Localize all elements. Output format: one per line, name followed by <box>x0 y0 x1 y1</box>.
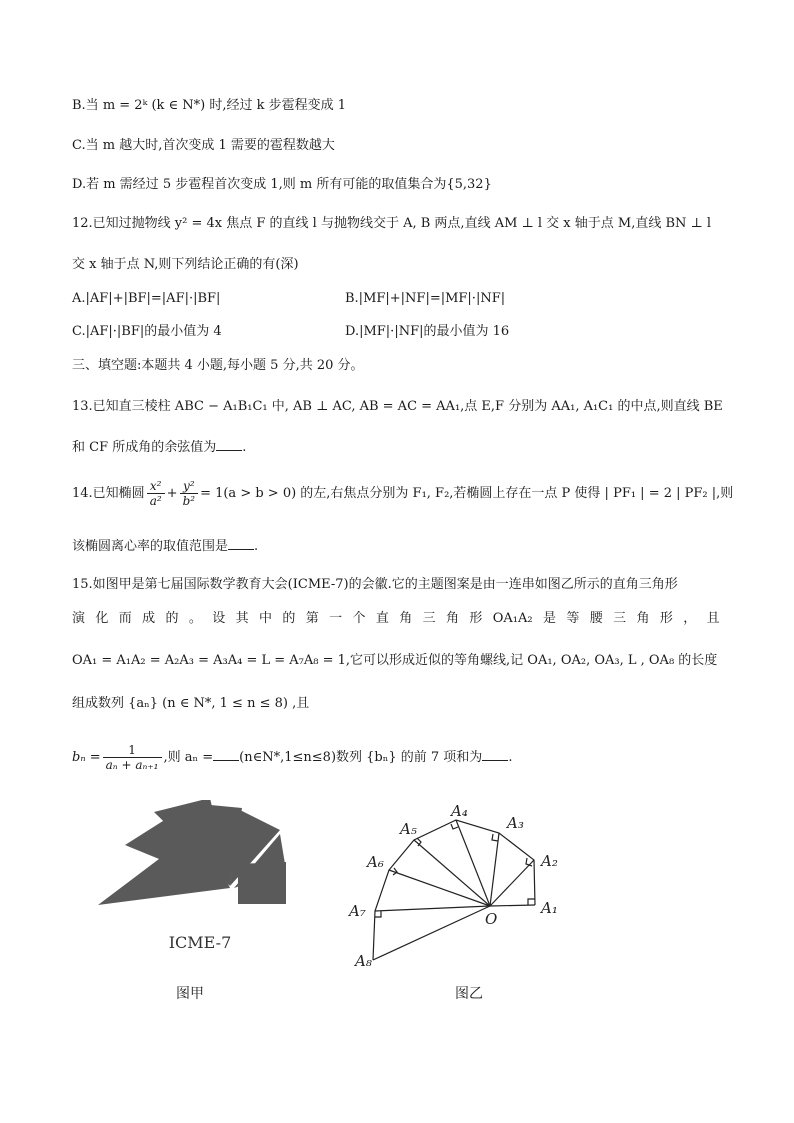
label-a4: A₄ <box>451 802 468 820</box>
q15-line2-glyph: 是 <box>542 611 556 626</box>
q15-line2-glyph: 的 <box>282 611 296 626</box>
q15-line2-glyph: 。 <box>188 611 202 626</box>
logo-caption: ICME-7 <box>168 933 232 952</box>
right-angle-mark <box>451 824 458 829</box>
ray-oa7 <box>375 906 490 911</box>
answer-blank <box>213 748 239 761</box>
answer-blank <box>228 537 254 550</box>
q15-line2-glyph: 化 <box>95 611 109 626</box>
q14-line1: 14.已知椭圆 $\frac{\text{x²}}{\text{a²}}$ + $\frac{\text{y²}}{\text{b²}}$ = 1(a > b > 0) 的左,右焦点分别为 F₁, F₂,若椭圆上存在一点 P 使得 | PF₁ | = 2 | PF₂ |,则 <box>72 479 734 508</box>
figure-yi-caption: 图乙 <box>455 986 483 1002</box>
ray-oa1 <box>490 905 535 906</box>
option-d: D.若 m 需经过 5 步雹程首次变成 1,则 m 所有可能的取值集合为{5,32} <box>72 177 492 192</box>
q14-line2: 该椭圆离心率的取值范围是 . <box>72 539 259 554</box>
q15-line1: 15.如图甲是第七届国际数学教育大会(ICME-7)的会徽.它的主题图案是由一连串如图乙所示的直角三角形 <box>72 577 678 592</box>
label-a3: A₃ <box>507 814 524 832</box>
q15-line2-glyph: 等 <box>566 611 580 626</box>
label-o: O <box>485 910 498 928</box>
q12-option-c: C.|AF|·|BF|的最小值为 4 <box>72 324 222 339</box>
q15-line2-glyph: 一 <box>329 611 343 626</box>
label-a8: A₈ <box>355 952 372 970</box>
right-angle-mark <box>492 834 498 841</box>
q15-line2-glyph: 中 <box>259 611 273 626</box>
q15-line5: bₙ = $\frac{1}{\text{aₙ + aₙ₊₁}}$ ,则 aₙ = (n∈N*,1≤n≤8)数列 {bₙ} 的前 7 项和为 . <box>72 743 513 772</box>
q12-option-b: B.|MF|+|NF|=|MF|·|NF| <box>345 291 506 306</box>
q15-line2-glyph: ， <box>683 611 697 626</box>
icme7-logo-figure <box>90 800 310 960</box>
q15-line2-glyph: 成 <box>142 611 156 626</box>
q12-option-d: D.|MF|·|NF|的最小值为 16 <box>345 324 510 339</box>
section-3-heading: 三、填空题:本题共 4 小题,每小题 5 分,共 20 分。 <box>72 358 364 373</box>
q15-line2-glyph: 个 <box>352 611 366 626</box>
ray-oa4 <box>456 820 490 906</box>
q15-line2-glyph: 三 <box>422 611 436 626</box>
q15-line2-glyph: 角 <box>636 611 650 626</box>
q15-line2-glyph: 第 <box>305 611 319 626</box>
option-b: B.当 m = 2ᵏ (k ∈ N*) 时,经过 k 步雹程变成 1 <box>72 98 347 113</box>
q15-line2-glyph: 而 <box>118 611 132 626</box>
q15-line2-glyph: OA₁A₂ <box>492 611 533 626</box>
label-a5: A₅ <box>400 820 417 838</box>
option-c: C.当 m 越大时,首次变成 1 需要的雹程数越大 <box>72 138 335 153</box>
q15-line2-glyph: 且 <box>706 611 720 626</box>
q15-line2-glyph: 的 <box>165 611 179 626</box>
q15-line2-glyph: 角 <box>446 611 460 626</box>
q12-line1: 12.已知过抛物线 y² = 4x 焦点 F 的直线 l 与抛物线交于 A, B 两点,直线 AM ⊥ l 交 x 轴于点 M,直线 BN ⊥ l <box>72 216 712 231</box>
q15-line2-glyph: 设 <box>212 611 226 626</box>
q15-line4: 组成数列 {aₙ} (n ∈ N*, 1 ≤ n ≤ 8) ,且 <box>72 696 310 711</box>
q12-option-a: A.|AF|+|BF|=|AF|·|BF| <box>72 291 221 306</box>
ray-oa5 <box>414 840 490 906</box>
fraction-x2-a2: $\frac{\text{x²}}{\text{a²}}$ <box>147 479 165 508</box>
fraction-y2-b2: $\frac{\text{y²}}{\text{b²}}$ <box>180 479 199 508</box>
q15-line2-glyph: 三 <box>613 611 627 626</box>
right-angle-mark <box>528 899 535 905</box>
q12-line2: 交 x 轴于点 N,则下列结论正确的有(深) <box>72 257 299 272</box>
label-a2: A₂ <box>541 852 558 870</box>
q15-line2-glyph: 直 <box>375 611 389 626</box>
q13-line2: 和 CF 所成角的余弦值为 . <box>72 440 247 455</box>
ray-oa8 <box>373 906 490 960</box>
q13-line1: 13.已知直三棱柱 ABC − A₁B₁C₁ 中, AB ⊥ AC, AB = AC = AA₁,点 E,F 分别为 AA₁, A₁C₁ 的中点,则直线 BE <box>72 399 723 414</box>
q15-line2-glyph: 形 <box>469 611 483 626</box>
q15-line2-glyph: 角 <box>399 611 413 626</box>
label-a7: A₇ <box>349 902 366 920</box>
q15-line2-glyph: 形 <box>659 611 673 626</box>
right-angle-mark <box>375 911 381 917</box>
q15-line3: OA₁ = A₁A₂ = A₂A₃ = A₃A₄ = L = A₇A₈ = 1,它可以形成近似的等角螺线,记 OA₁, OA₂, OA₃, L , OA₈ 的长度 <box>72 653 718 668</box>
ray-oa6 <box>389 870 490 906</box>
q15-line2-glyph: 腰 <box>589 611 603 626</box>
q13-text: 和 CF 所成角的余弦值为 <box>72 440 217 455</box>
answer-blank <box>216 438 242 451</box>
logo-triangle <box>238 862 286 904</box>
fraction-bn: $\frac{1}{\text{aₙ + aₙ₊₁}}$ <box>103 743 162 772</box>
figure-jia-caption: 图甲 <box>176 986 204 1002</box>
right-angle-mark <box>526 858 532 866</box>
answer-blank <box>482 748 508 761</box>
spiral-outline <box>373 820 535 960</box>
q15-line2-glyph: 演 <box>72 611 86 626</box>
ray-oa3 <box>490 833 499 906</box>
label-a6: A₆ <box>367 853 384 871</box>
q15-line2-glyph: 其 <box>235 611 249 626</box>
label-a1: A₁ <box>541 899 558 917</box>
spiral-diagram <box>345 800 585 972</box>
q15-line2 <box>72 610 720 628</box>
